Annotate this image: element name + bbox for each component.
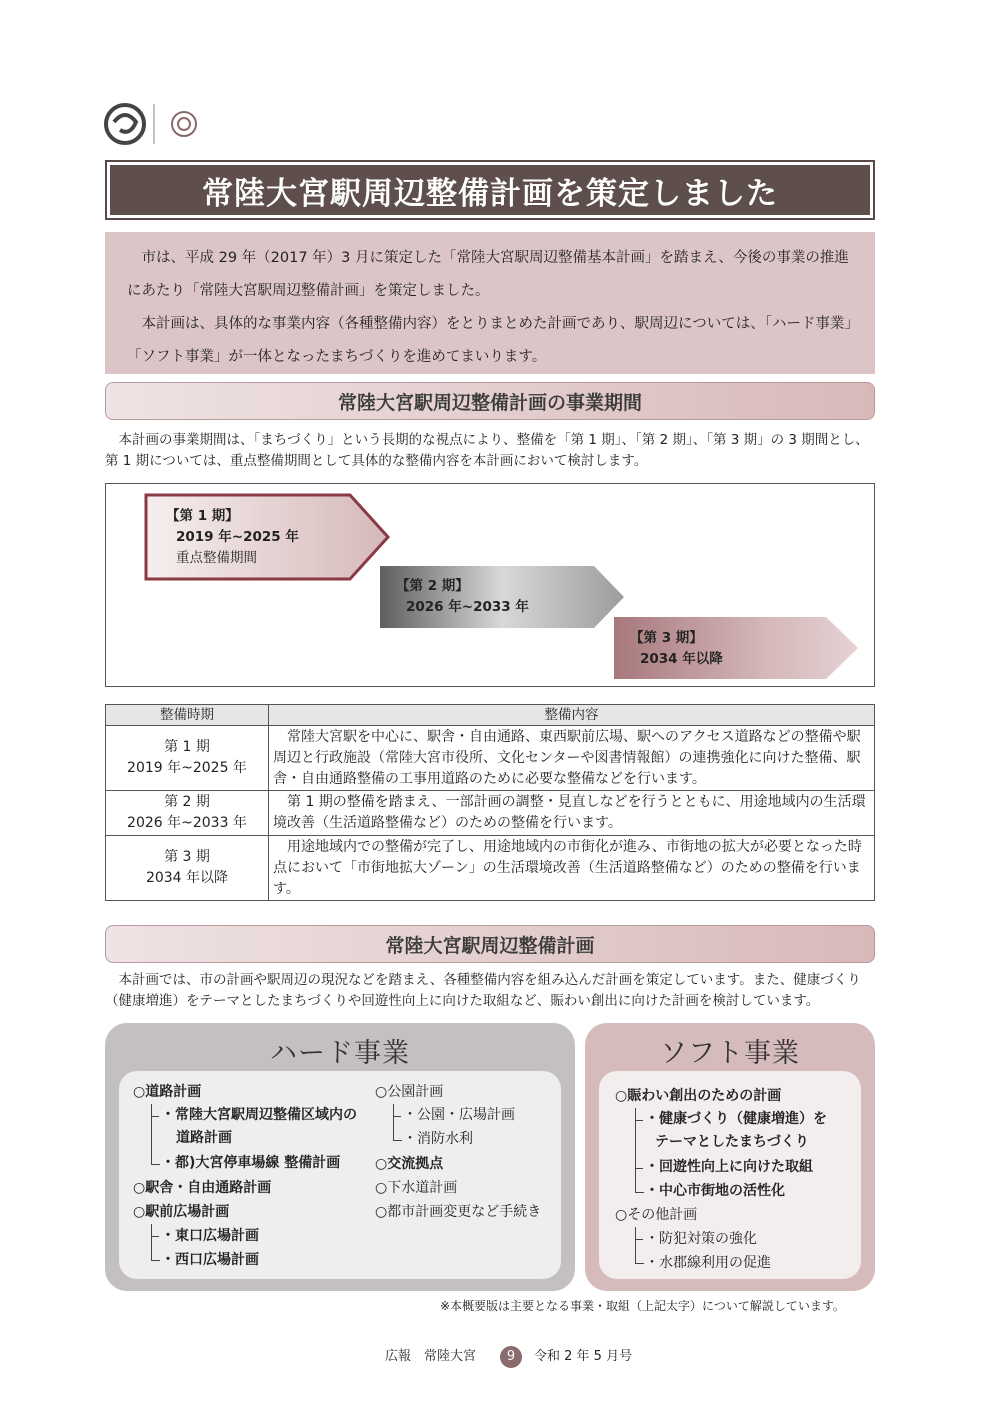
period-name: 第 3 期 bbox=[164, 849, 210, 865]
hard-park-sub1: ・公園・広場計画 bbox=[403, 1107, 515, 1123]
soft-other1: ・防犯対策の強化 bbox=[645, 1231, 757, 1247]
intro-box bbox=[105, 232, 875, 374]
table-row bbox=[106, 726, 875, 791]
soft-main: ○賑わい創出のための計画 bbox=[615, 1088, 782, 1104]
section-period-body bbox=[105, 430, 875, 472]
page-title: 常陸大宮駅周辺整備計画を策定しました bbox=[110, 165, 870, 215]
section-plan-text: 本計画では、市の計画や駅周辺の現況などを踏まえ、各種整備内容を組み込んだ計画を策定しています。また、健康づくり（健康増進）をテーマとしたまちづくりや回遊性向上に向けた取組など、賑わい創出に向けた計画を検討しています。 bbox=[105, 972, 861, 1009]
page-number: 9 bbox=[500, 1346, 522, 1368]
period-years: 2034 年以降 bbox=[145, 870, 229, 886]
hard-plaza-east: ・東口広場計画 bbox=[161, 1228, 259, 1244]
city-emblem-icon bbox=[104, 100, 214, 148]
tree-line bbox=[151, 1224, 160, 1261]
soft-other: ○その他計画 bbox=[615, 1207, 698, 1223]
tree-tick bbox=[393, 1116, 401, 1117]
table-cell-period bbox=[106, 726, 269, 791]
phase1-years: 2019 年~2025 年 bbox=[176, 529, 299, 545]
footer-publication: 広報 常陸大宮 bbox=[385, 1349, 477, 1364]
tree-tick bbox=[635, 1168, 643, 1169]
hard-park: ○公園計画 bbox=[375, 1084, 444, 1100]
period-name: 第 2 期 bbox=[164, 794, 210, 810]
hard-urban: ○都市計画変更など手続き bbox=[375, 1204, 542, 1220]
table-header-row bbox=[106, 705, 875, 726]
footer-issue: 令和 2 年 5 月号 bbox=[534, 1349, 633, 1364]
soft-sub1a: ・健康づくり（健康増進）を bbox=[645, 1111, 827, 1127]
hard-road-sub1b: 道路計画 bbox=[176, 1130, 232, 1146]
timeline-diagram bbox=[105, 483, 875, 687]
table-cell-period bbox=[106, 836, 269, 901]
soft-list bbox=[599, 1071, 861, 1279]
table-cell-content bbox=[269, 726, 875, 791]
section-heading-period: 常陸大宮駅周辺整備計画の事業期間 bbox=[105, 382, 875, 420]
phase2-label bbox=[396, 576, 529, 618]
table-cell-period bbox=[106, 791, 269, 836]
period-years: 2019 年~2025 年 bbox=[127, 760, 247, 776]
table-cell-content bbox=[269, 836, 875, 901]
phase1-name: 【第 1 期】 bbox=[166, 508, 239, 524]
tree-tick bbox=[635, 1239, 643, 1240]
soft-project-box bbox=[585, 1023, 875, 1291]
soft-sub2: ・回遊性向上に向けた取組 bbox=[645, 1159, 813, 1175]
soft-sub1b: テーマとしたまちづくり bbox=[655, 1134, 809, 1150]
intro-paragraph-1: 市は、平成 29 年（2017 年）3 月に策定した「常陸大宮駅周辺整備基本計画」を踏まえ、今後の事業の推進にあたり「常陸大宮駅周辺整備計画」を策定しました。 bbox=[127, 250, 849, 299]
table-cell-content bbox=[269, 791, 875, 836]
hard-title: ハード事業 bbox=[270, 1038, 410, 1069]
hard-park-sub2: ・消防水利 bbox=[403, 1131, 473, 1147]
soft-other2: ・水郡線利用の促進 bbox=[645, 1255, 771, 1271]
table-row bbox=[106, 836, 875, 901]
phase2-years: 2026 年~2033 年 bbox=[406, 599, 529, 615]
table-row bbox=[106, 791, 875, 836]
hard-plaza: ○駅前広場計画 bbox=[133, 1204, 230, 1220]
hard-station: ○駅舎・自由通路計画 bbox=[133, 1180, 272, 1196]
hard-plaza-west: ・西口広場計画 bbox=[161, 1252, 259, 1268]
hard-project-box bbox=[105, 1023, 575, 1291]
table-header-period: 整備時期 bbox=[106, 705, 269, 726]
page-title-frame bbox=[105, 160, 875, 220]
row-content: 用途地域内での整備が完了し、用途地域内の市街化が進み、市街地の拡大が必要となった時点において「市街地拡大ゾーン」の生活環境改善（生活道路整備など）のための整備を行います。 bbox=[273, 838, 862, 897]
hard-sewer: ○下水道計画 bbox=[375, 1180, 458, 1196]
hard-road-plan: ○道路計画 bbox=[133, 1084, 202, 1100]
intro-paragraph-2: 本計画は、具体的な事業内容（各種整備内容）をとりまとめた計画であり、駅周辺については、「ハード事業」「ソフト事業」が一体となったまちづくりを進めてまいります。 bbox=[127, 316, 852, 365]
section-plan-body bbox=[105, 970, 875, 1012]
hard-list bbox=[119, 1071, 561, 1279]
hard-hub: ○交流拠点 bbox=[375, 1156, 444, 1172]
period-table bbox=[105, 704, 875, 901]
tree-tick bbox=[151, 1116, 159, 1117]
soft-sub3: ・中心市街地の活性化 bbox=[645, 1183, 785, 1199]
tree-line bbox=[393, 1104, 402, 1141]
period-name: 第 1 期 bbox=[164, 739, 210, 755]
section-heading-plan: 常陸大宮駅周辺整備計画 bbox=[105, 925, 875, 963]
page-footer bbox=[0, 1346, 1000, 1368]
footnote: ※本概要版は主要となる事業・取組（上記太字）について解説しています。 bbox=[440, 1299, 845, 1313]
city-logo bbox=[104, 100, 214, 148]
phase1-note: 重点整備期間 bbox=[176, 550, 257, 566]
phase3-name: 【第 3 期】 bbox=[630, 630, 703, 646]
row-content: 第 1 期の整備を踏まえ、一部計画の調整・見直しなどを行うとともに、用途地域内の生活環境改善（生活道路整備など）のための整備を行います。 bbox=[273, 794, 866, 831]
period-years: 2026 年~2033 年 bbox=[127, 815, 247, 831]
table-header-content: 整備内容 bbox=[269, 705, 875, 726]
tree-tick bbox=[635, 1120, 643, 1121]
phase2-name: 【第 2 期】 bbox=[396, 578, 469, 594]
soft-title: ソフト事業 bbox=[660, 1038, 800, 1069]
section-period-text: 本計画の事業期間は、「まちづくり」という長期的な視点により、整備を「第 1 期」、「第 2 期」、「第 3 期」の 3 期間とし、第 1 期については、重点整備期間として具体的な整備内容を本計画において検討します。 bbox=[105, 432, 869, 469]
phase3-years: 2034 年以降 bbox=[640, 651, 723, 667]
hard-road-sub2: ・都)大宮停車場線 整備計画 bbox=[161, 1155, 341, 1171]
hard-road-sub1a: ・常陸大宮駅周辺整備区域内の bbox=[161, 1107, 357, 1123]
phase1-label bbox=[166, 506, 299, 569]
row-content: 常陸大宮駅を中心に、駅舎・自由通路、東西駅前広場、駅へのアクセス道路などの整備や駅周辺と行政施設（常陸大宮市役所、文化センターや図書情報館）の連携強化に向けた整備、駅舎・自由通路整備の工事用道路のために必要な整備などを行います。 bbox=[273, 728, 861, 787]
tree-line bbox=[151, 1104, 160, 1165]
tree-line bbox=[635, 1227, 644, 1264]
tree-tick bbox=[151, 1236, 159, 1237]
phase3-label bbox=[630, 628, 723, 670]
